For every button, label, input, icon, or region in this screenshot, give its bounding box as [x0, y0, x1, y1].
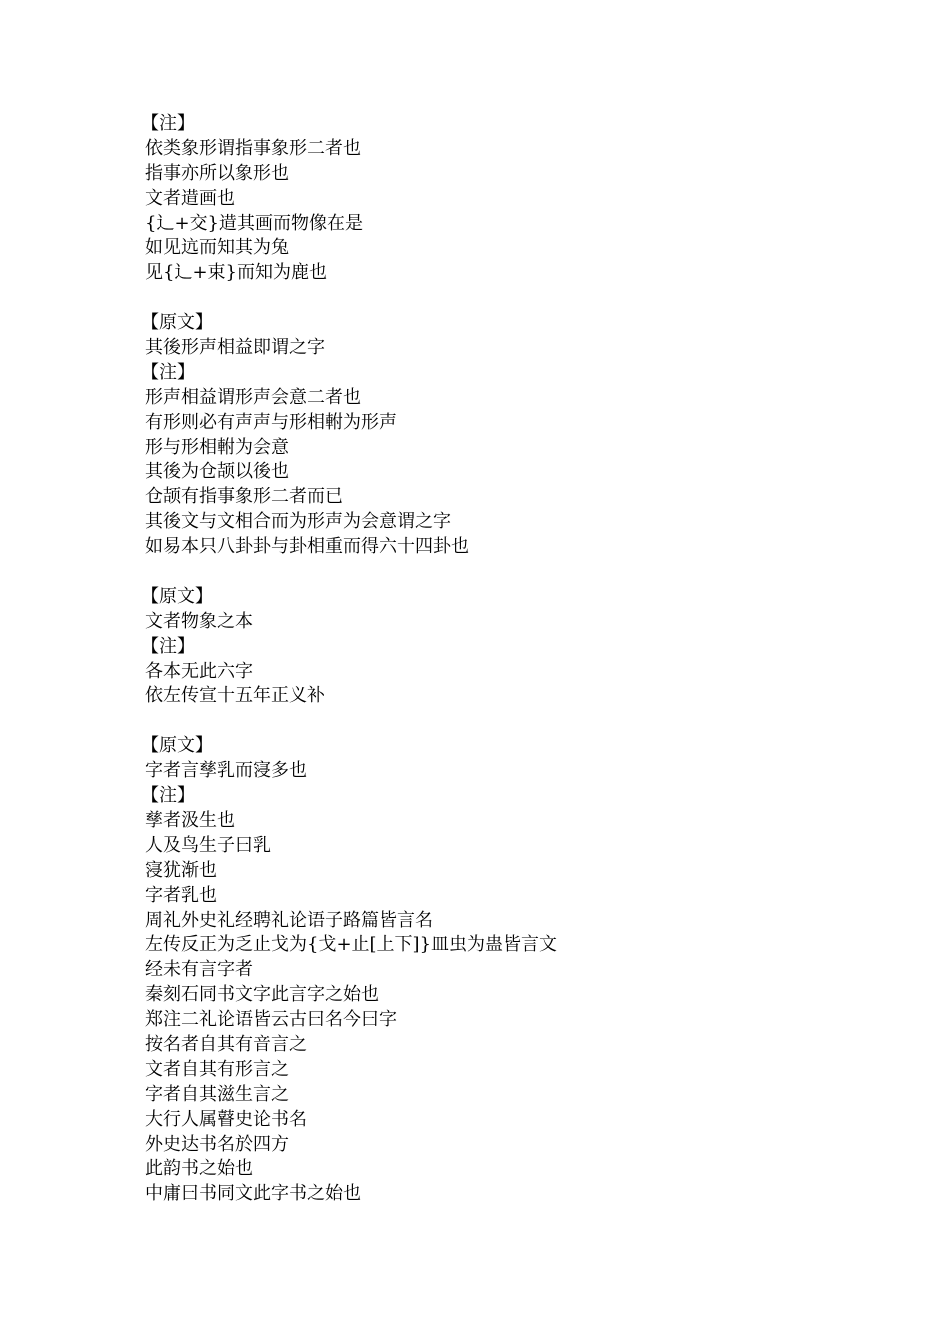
note-line: 其後文与文相合而为形声为会意谓之字 — [145, 511, 451, 533]
original-heading: 【原文】 — [141, 585, 213, 607]
note-line: 郑注二礼论语皆云古曰名今曰字 — [145, 1009, 397, 1031]
note-line: 见{辶+束}而知为鹿也 — [145, 262, 327, 284]
note-line: 各本无此六字 — [145, 660, 253, 682]
note-line: 按名者自其有音言之 — [145, 1033, 307, 1055]
note-line: 仓颉有指事象形二者而已 — [145, 486, 343, 508]
text-body — [141, 112, 905, 1207]
note-line: 字者乳也 — [145, 884, 217, 906]
note-line: 形声相益谓形声会意二者也 — [145, 386, 361, 408]
original-heading: 【原文】 — [141, 312, 213, 334]
original-line: 文者物象之本 — [145, 610, 253, 632]
note-line: 形与形相軵为会意 — [145, 436, 289, 458]
note-line: 人及鸟生子曰乳 — [145, 834, 271, 856]
note-line: 此韵书之始也 — [145, 1158, 253, 1180]
note-line: 寖犹渐也 — [145, 859, 217, 881]
original-line: 字者言孳乳而寖多也 — [145, 760, 307, 782]
note-line: 如易本只八卦卦与卦相重而得六十四卦也 — [145, 536, 469, 558]
note-line: 经未有言字者 — [145, 959, 253, 981]
note-line: 左传反正为乏止戈为{戈+止[上下]}皿虫为蛊皆言文 — [145, 934, 558, 956]
note-line: 有形则必有声声与形相軵为形声 — [145, 411, 397, 433]
note-line: 其後为仓颉以後也 — [145, 461, 289, 483]
note-line: 秦刻石同书文字此言字之始也 — [145, 984, 379, 1006]
section-gap — [145, 286, 905, 311]
original-line: 其後形声相益即谓之字 — [145, 337, 325, 359]
note-line: {辶+交}逪其画而物像在是 — [145, 212, 363, 234]
section-gap — [145, 560, 905, 585]
note-line: 如见迒而知其为兔 — [145, 237, 289, 259]
note-heading: 【注】 — [141, 113, 195, 134]
note-line: 周礼外史礼经聘礼论语子路篇皆言名 — [145, 909, 433, 931]
note-line: 字者自其滋生言之 — [145, 1083, 289, 1105]
note-heading: 【注】 — [141, 785, 195, 807]
note-line: 依左传宣十五年正义补 — [145, 685, 325, 707]
section-gap — [145, 709, 905, 734]
note-line: 指事亦所以象形也 — [145, 162, 289, 184]
note-heading: 【注】 — [141, 635, 195, 657]
note-line: 文者逪画也 — [145, 187, 235, 209]
note-line: 大行人属瞽史论书名 — [145, 1108, 307, 1130]
note-line: 孳者汲生也 — [145, 809, 235, 831]
note-line: 文者自其有形言之 — [145, 1058, 289, 1080]
note-heading: 【注】 — [141, 361, 195, 383]
original-heading: 【原文】 — [141, 735, 213, 757]
note-line: 外史达书名於四方 — [145, 1133, 289, 1155]
note-line: 中庸曰书同文此字书之始也 — [145, 1183, 361, 1205]
note-line: 依类象形谓指事象形二者也 — [145, 137, 361, 159]
